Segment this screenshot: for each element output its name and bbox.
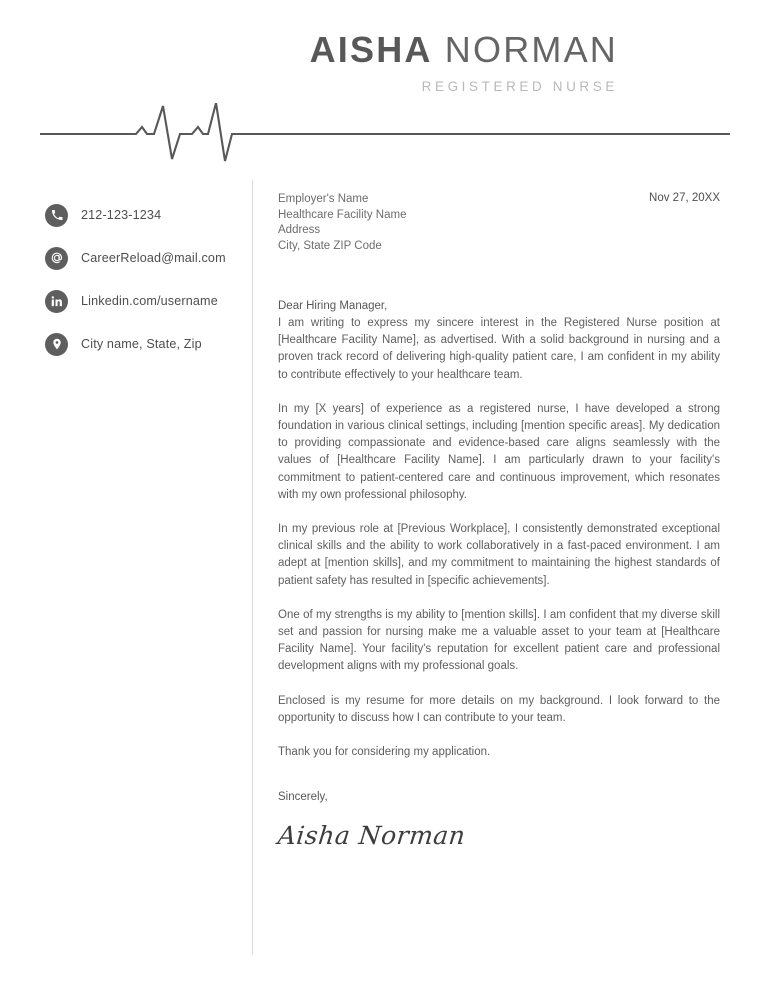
body-paragraph-3: In my previous role at [Previous Workplace], I consistently demonstrated exceptional clinical skills and the ability to work collaboratively in a fast-paced environment. I am adept at [mention skills], and my commitment to maintaining the highest standards of patient safety has resulted in [specific achievements]. (278, 523, 720, 587)
body-paragraph-6: Thank you for considering my application. (278, 746, 491, 759)
full-name (40, 28, 618, 72)
email-icon (45, 247, 68, 270)
recipient-city-state-zip: City, State ZIP Code (278, 239, 382, 252)
body-paragraph-2: In my [X years] of experience as a registered nurse, I have developed a strong foundation in various clinical settings, including [mention specific areas]. My dedication to providing compassionate and evidence-based care aligns seamlessly with the values of [Healthcare Facility Name]. I am particularly drawn to your facility's commitment to patient-centered care and continuous improvement, which resonates with my own professional philosophy. (278, 402, 720, 501)
body-paragraph-4: One of my strengths is my ability to [mention skills]. I am confident that my diverse skill set and passion for nursing make me a valuable asset to your team at [Healthcare Facility Name]. Your facility's reputation for excellent patient care and professional development aligns with my professional goals. (278, 608, 720, 673)
recipient-facility: Healthcare Facility Name (278, 208, 407, 221)
contact-item-linkedin[interactable] (45, 284, 245, 318)
last-name-text: NORMAN (444, 29, 618, 70)
column-divider (252, 180, 253, 955)
email-value: CareerReload@mail.com (81, 251, 226, 265)
letter-date: Nov 27, 20XX (649, 192, 720, 204)
phone-value: 212-123-1234 (81, 208, 162, 222)
location-pin-icon (45, 333, 68, 356)
recipient-address: Address (278, 224, 321, 236)
location-value: City name, State, Zip (81, 337, 202, 351)
contact-item-email[interactable] (45, 241, 245, 275)
body-paragraph-5: Enclosed is my resume for more details on my background. I look forward to the opportunity to discuss how I can contribute to your team. (278, 694, 720, 724)
phone-icon (45, 204, 68, 227)
heartbeat-line-icon (40, 103, 730, 165)
first-name: AISHA (309, 29, 433, 70)
job-title: REGISTERED NURSE (421, 79, 618, 94)
signature: Aisha Norman (276, 821, 467, 851)
contact-item-phone[interactable] (45, 198, 245, 232)
name-block (40, 28, 618, 94)
recipient-name: Employer's Name (278, 193, 369, 205)
letter-body (278, 192, 720, 850)
salutation: Dear Hiring Manager, (278, 300, 388, 312)
letter-header (0, 0, 768, 170)
address-header (278, 192, 720, 254)
contact-item-location[interactable] (45, 327, 245, 361)
closing-line: Sincerely, (278, 791, 328, 804)
linkedin-icon (45, 290, 68, 313)
contact-column (45, 198, 245, 370)
last-name (433, 29, 445, 70)
body-paragraph-1: I am writing to express my sincere interest in the Registered Nurse position at [Healthcare Facility Name], as advertised. With a solid background in nursing and a proven track record of delivering high-quality patient care, I am confident in my ability to contribute effectively to your healthcare team. (278, 317, 720, 381)
linkedin-value: Linkedin.com/username (81, 294, 218, 308)
